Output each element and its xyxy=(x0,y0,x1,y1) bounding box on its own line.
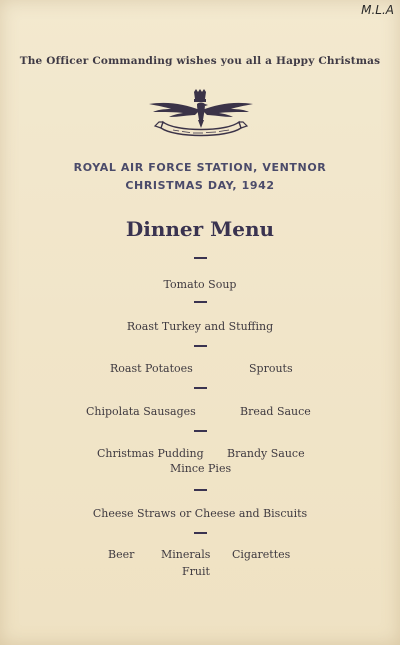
divider-dash xyxy=(194,532,207,534)
course-pudding: Christmas Pudding xyxy=(97,447,204,460)
course-sprouts: Sprouts xyxy=(249,362,293,375)
course-brandy-sauce: Brandy Sauce xyxy=(227,447,305,460)
divider-dash xyxy=(194,345,207,347)
course-bread-sauce: Bread Sauce xyxy=(240,405,311,418)
divider-dash xyxy=(194,489,207,491)
drink-beer: Beer xyxy=(108,548,135,561)
menu-title: Dinner Menu xyxy=(125,217,275,241)
handwritten-note: M.L.A xyxy=(361,3,394,17)
course-sausages: Chipolata Sausages xyxy=(86,405,196,418)
course-mince-pies: Mince Pies xyxy=(170,462,232,475)
divider-dash xyxy=(194,387,207,389)
course-main: Roast Turkey and Stuffing xyxy=(126,320,274,333)
raf-eagle-crown-crest-icon xyxy=(145,88,257,140)
course-potatoes: Roast Potatoes xyxy=(110,362,193,375)
drink-minerals: Minerals xyxy=(161,548,211,561)
course-soup: Tomato Soup xyxy=(163,278,237,291)
station-name: ROYAL AIR FORCE STATION, VENTNOR xyxy=(73,161,327,174)
divider-dash xyxy=(194,257,207,259)
course-savoury: Cheese Straws or Cheese and Biscuits xyxy=(92,507,308,520)
event-date: CHRISTMAS DAY, 1942 xyxy=(125,179,275,192)
greeting-line: The Officer Commanding wishes you all a Happy Christmas xyxy=(19,55,381,67)
divider-dash xyxy=(194,430,207,432)
cigarettes: Cigarettes xyxy=(232,548,291,561)
divider-dash xyxy=(194,301,207,303)
course-fruit: Fruit xyxy=(182,565,210,578)
